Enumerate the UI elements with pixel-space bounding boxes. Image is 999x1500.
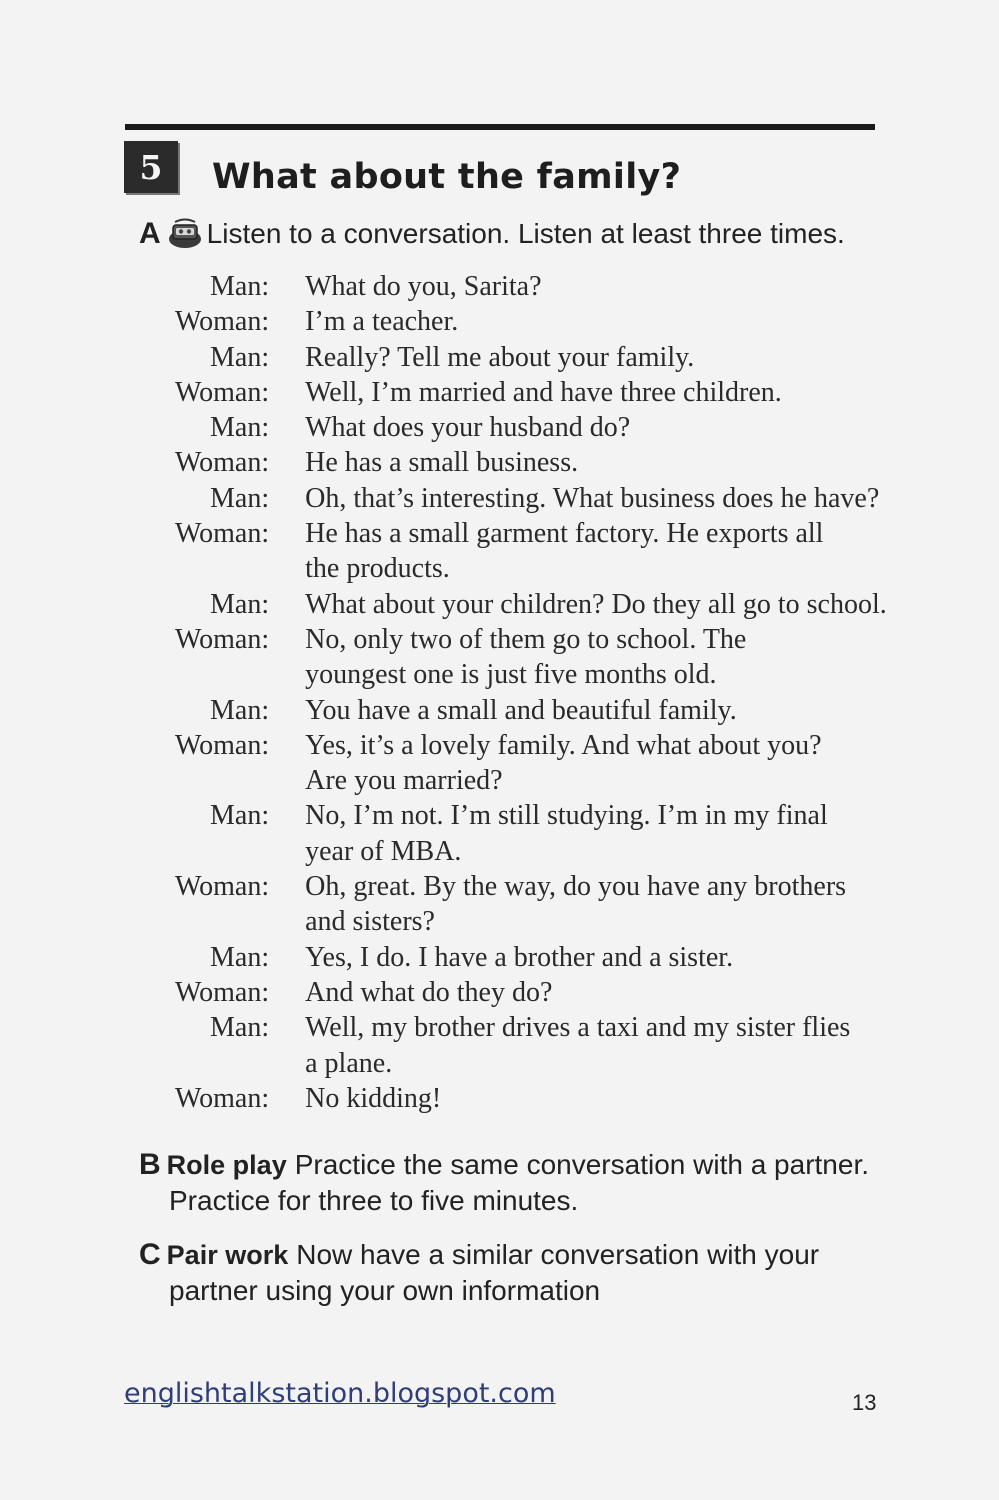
speaker-label: Woman: [174, 871, 270, 903]
unit-number-badge: 5 [124, 141, 178, 193]
speech-line: No kidding! [305, 1082, 442, 1114]
dialogue-turn [160, 587, 940, 622]
speech-line: He has a small business. [305, 447, 579, 479]
speaker-label: Woman: [174, 729, 270, 761]
speech-text [305, 798, 940, 869]
speech-line: No, only two of them go to school. The [305, 623, 747, 655]
dialogue-turn [160, 410, 940, 445]
dialogue-turn [160, 1010, 940, 1081]
speaker-label: Woman: [174, 976, 270, 1008]
speaker-label: Man: [210, 1012, 270, 1044]
speaker-label: Man: [210, 941, 270, 973]
speech-text [305, 693, 940, 728]
top-rule [125, 124, 875, 130]
speaker-label: Man: [210, 588, 270, 620]
speech-line: year of MBA. [305, 835, 462, 867]
page-number: 13 [852, 1390, 877, 1415]
dialogue-turn [160, 304, 940, 339]
section-b-letter: B [139, 1148, 161, 1181]
speech-line: Yes, it’s a lovely family. And what about you? [305, 729, 822, 761]
dialogue-turn [160, 975, 940, 1010]
dialogue-turn [160, 693, 940, 728]
section-b-text-line1: Practice the same conversation with a partner. [294, 1149, 870, 1180]
dialogue-turn [160, 728, 940, 799]
section-c-text-line2: partner using your own information [169, 1275, 601, 1306]
speaker-label: Woman: [174, 376, 270, 408]
speech-text [305, 304, 940, 339]
speech-text [305, 728, 940, 799]
speech-text [305, 375, 940, 410]
speech-line: Well, my brother drives a taxi and my sister flies [305, 1012, 851, 1044]
dialogue-turn [160, 1081, 940, 1116]
speaker-label: Man: [210, 341, 270, 373]
section-a-instruction: Listen to a conversation. Listen at least three times. [206, 218, 845, 249]
section-b-label: Role play [166, 1150, 287, 1180]
dialogue-turn [160, 940, 940, 975]
speech-text [305, 516, 940, 587]
speech-line: Are you married? [305, 765, 503, 797]
dialogue-turn [160, 340, 940, 375]
speaker-label: Woman: [174, 306, 270, 338]
speech-line: I’m a teacher. [305, 306, 459, 338]
section-b [139, 1147, 939, 1218]
speech-text [305, 1081, 940, 1116]
speaker-label: Man: [210, 694, 270, 726]
speech-text [305, 869, 940, 940]
speech-line: and sisters? [305, 906, 435, 938]
speech-text [305, 481, 940, 516]
speaker-label: Woman: [174, 447, 270, 479]
dialogue-turn [160, 622, 940, 693]
speech-text [305, 445, 940, 480]
section-c [139, 1237, 939, 1308]
speaker-label: Woman: [174, 1082, 270, 1114]
audio-cassette-icon [167, 217, 203, 251]
speech-text [305, 269, 940, 304]
dialogue-turn [160, 375, 940, 410]
speech-line: the products. [305, 553, 450, 585]
dialogue-turn [160, 481, 940, 516]
speech-line: Yes, I do. I have a brother and a sister. [305, 941, 734, 973]
speaker-label: Man: [210, 271, 270, 302]
speech-line: Really? Tell me about your family. [305, 341, 695, 373]
speaker-label: Woman: [174, 518, 270, 550]
speech-line: a plane. [305, 1047, 393, 1079]
speech-line: And what do they do? [305, 976, 553, 1008]
speech-line: He has a small garment factory. He exports all [305, 518, 824, 550]
section-c-text-line1: Now have a similar conversation with your [296, 1239, 820, 1270]
speech-line: Well, I’m married and have three children. [305, 376, 782, 408]
speech-text [305, 1010, 940, 1081]
speech-line: Oh, that’s interesting. What business does he have? [305, 482, 880, 514]
footer-website-link[interactable]: englishtalkstation.blogspot.com [124, 1378, 556, 1409]
speech-line: What do you, Sarita? [305, 271, 542, 302]
speech-text [305, 340, 940, 375]
speech-line: youngest one is just five months old. [305, 659, 717, 691]
speech-text [305, 940, 940, 975]
section-a-letter: A [139, 217, 161, 250]
speech-text [305, 587, 940, 622]
speech-line: What does your husband do? [305, 412, 631, 444]
unit-title: What about the family? [212, 157, 682, 197]
speaker-label: Man: [210, 800, 270, 832]
dialogue-turn [160, 445, 940, 480]
dialogue-turn [160, 869, 940, 940]
speech-line: No, I’m not. I’m still studying. I’m in my final [305, 800, 828, 832]
speech-line: Oh, great. By the way, do you have any brothers [305, 871, 847, 903]
speech-line: What about your children? Do they all go to school. [305, 588, 887, 620]
section-c-letter: C [139, 1238, 161, 1271]
section-a [139, 214, 845, 254]
speech-line: You have a small and beautiful family. [305, 694, 737, 726]
dialogue-turn [160, 516, 940, 587]
speech-text [305, 410, 940, 445]
speech-text [305, 975, 940, 1010]
speech-text [305, 622, 940, 693]
dialogue [160, 269, 940, 1116]
speaker-label: Man: [210, 482, 270, 514]
dialogue-turn [160, 798, 940, 869]
section-c-label: Pair work [166, 1240, 289, 1270]
speaker-label: Man: [210, 412, 270, 444]
dialogue-turn [160, 269, 940, 304]
section-b-text-line2: Practice for three to five minutes. [169, 1185, 579, 1216]
speaker-label: Woman: [174, 623, 270, 655]
